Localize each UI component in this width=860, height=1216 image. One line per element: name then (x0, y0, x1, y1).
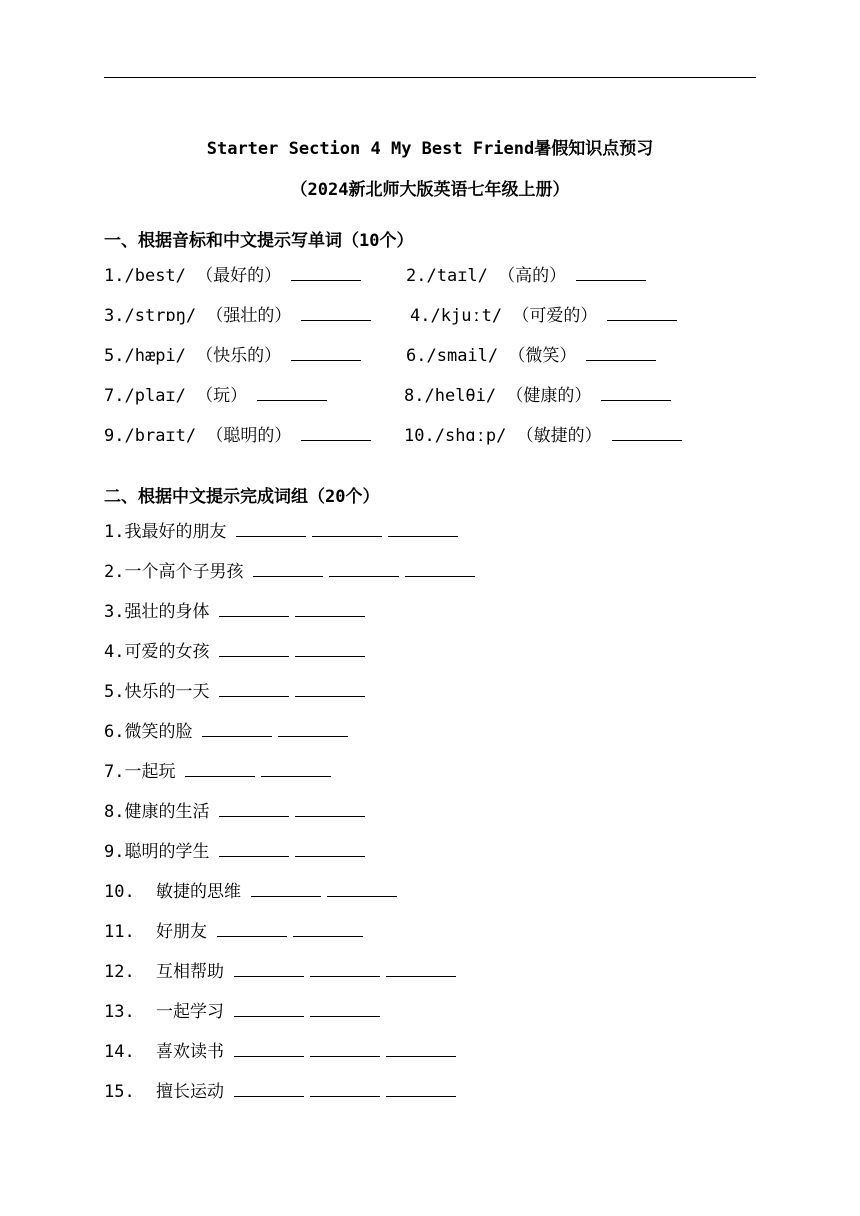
item-number: 13. (104, 1002, 135, 1022)
item-prompt: /strɒŋ/ （强壮的） (124, 306, 292, 326)
item-number: 2. (104, 562, 125, 582)
answer-blank[interactable] (219, 642, 289, 657)
answer-blank[interactable] (327, 882, 397, 897)
word-item (104, 306, 371, 326)
item-number: 15. (104, 1082, 135, 1102)
answer-blank[interactable] (253, 562, 323, 577)
header-rule (104, 77, 756, 78)
answer-blank[interactable] (586, 346, 656, 361)
phrase-item (104, 842, 365, 862)
answer-blank[interactable] (388, 522, 458, 537)
item-number: 2. (406, 266, 427, 286)
phrase-item (104, 882, 397, 902)
phrase-item (104, 1002, 380, 1022)
item-prompt: /smail/ （微笑） (426, 346, 577, 366)
answer-blank[interactable] (234, 1082, 304, 1097)
answer-blank[interactable] (607, 306, 677, 321)
phrase-item (104, 562, 475, 582)
answer-blank[interactable] (601, 386, 671, 401)
word-item (404, 386, 671, 406)
item-prompt: /taɪl/ （高的） (426, 266, 567, 286)
item-prompt: 好朋友 (156, 922, 207, 942)
item-prompt: 擅长运动 (156, 1082, 224, 1102)
answer-blank[interactable] (251, 882, 321, 897)
item-number: 7. (104, 762, 125, 782)
item-prompt: /braɪt/ （聪明的） (124, 426, 292, 446)
phrase-item (104, 722, 348, 742)
answer-blank[interactable] (310, 962, 380, 977)
item-number: 7. (104, 386, 125, 406)
answer-blank[interactable] (219, 842, 289, 857)
item-number: 9. (104, 426, 125, 446)
item-prompt: 一起玩 (124, 762, 176, 782)
word-item (406, 266, 646, 286)
answer-blank[interactable] (301, 426, 371, 441)
answer-blank[interactable] (261, 762, 331, 777)
answer-blank[interactable] (291, 346, 361, 361)
answer-blank[interactable] (257, 386, 327, 401)
answer-blank[interactable] (386, 1042, 456, 1057)
word-item (104, 346, 361, 366)
answer-blank[interactable] (293, 922, 363, 937)
item-number: 12. (104, 962, 135, 982)
item-number: 10. (104, 882, 135, 902)
item-number: 6. (104, 722, 125, 742)
item-prompt: 健康的生活 (124, 802, 210, 822)
answer-blank[interactable] (234, 1002, 304, 1017)
word-item (104, 386, 327, 406)
item-prompt: 微笑的脸 (124, 722, 193, 742)
item-number: 3. (104, 602, 125, 622)
phrase-item (104, 642, 365, 662)
answer-blank[interactable] (295, 682, 365, 697)
item-prompt: 一个高个子男孩 (124, 562, 244, 582)
answer-blank[interactable] (219, 682, 289, 697)
item-number: 8. (104, 802, 125, 822)
page-subtitle: （2024新北师大版英语七年级上册） (290, 180, 570, 200)
item-number: 6. (406, 346, 427, 366)
answer-blank[interactable] (295, 802, 365, 817)
item-prompt: 聪明的学生 (124, 842, 210, 862)
answer-blank[interactable] (576, 266, 646, 281)
answer-blank[interactable] (217, 922, 287, 937)
answer-blank[interactable] (310, 1042, 380, 1057)
item-prompt: /hæpi/ （快乐的） (124, 346, 282, 366)
phrase-item (104, 1082, 456, 1102)
section1-heading: 一、根据音标和中文提示写单词（10个） (104, 231, 414, 251)
item-number: 4. (104, 642, 125, 662)
word-item (104, 266, 361, 286)
item-number: 1. (104, 266, 125, 286)
word-item (104, 426, 371, 446)
item-prompt: /best/ （最好的） (124, 266, 282, 286)
answer-blank[interactable] (234, 1042, 304, 1057)
answer-blank[interactable] (329, 562, 399, 577)
answer-blank[interactable] (312, 522, 382, 537)
answer-blank[interactable] (310, 1002, 380, 1017)
item-prompt: 强壮的身体 (124, 602, 210, 622)
answer-blank[interactable] (310, 1082, 380, 1097)
item-number: 8. (404, 386, 425, 406)
phrase-item (104, 522, 458, 542)
phrase-item (104, 602, 365, 622)
item-number: 5. (104, 682, 125, 702)
item-number: 3. (104, 306, 125, 326)
phrase-item (104, 962, 456, 982)
section2-heading: 二、根据中文提示完成词组（20个） (104, 487, 380, 507)
item-number: 9. (104, 842, 125, 862)
phrase-item (104, 762, 331, 782)
item-number: 10. (404, 426, 435, 446)
item-number: 5. (104, 346, 125, 366)
item-prompt: /shɑːp/ （敏捷的） (434, 426, 602, 446)
item-number: 14. (104, 1042, 135, 1062)
item-prompt: /plaɪ/ （玩） (124, 386, 248, 406)
item-prompt: 可爱的女孩 (124, 642, 210, 662)
item-prompt: 喜欢读书 (156, 1042, 224, 1062)
item-prompt: 快乐的一天 (124, 682, 210, 702)
phrase-item (104, 1042, 456, 1062)
item-prompt: /kjuːt/ （可爱的） (430, 306, 598, 326)
phrase-item (104, 682, 365, 702)
answer-blank[interactable] (185, 762, 255, 777)
word-item (410, 306, 677, 326)
word-item (406, 346, 656, 366)
page-title: Starter Section 4 My Best Friend暑假知识点预习 (206, 139, 654, 159)
answer-blank[interactable] (234, 962, 304, 977)
answer-blank[interactable] (386, 962, 456, 977)
item-number: 4. (410, 306, 431, 326)
answer-blank[interactable] (278, 722, 348, 737)
item-prompt: /helθi/ （健康的） (424, 386, 592, 406)
answer-blank[interactable] (405, 562, 475, 577)
answer-blank[interactable] (295, 602, 365, 617)
item-prompt: 我最好的朋友 (124, 522, 227, 542)
item-prompt: 一起学习 (156, 1002, 224, 1022)
answer-blank[interactable] (219, 602, 289, 617)
answer-blank[interactable] (612, 426, 682, 441)
answer-blank[interactable] (295, 842, 365, 857)
answer-blank[interactable] (202, 722, 272, 737)
phrase-item (104, 922, 363, 942)
answer-blank[interactable] (236, 522, 306, 537)
answer-blank[interactable] (291, 266, 361, 281)
answer-blank[interactable] (301, 306, 371, 321)
item-prompt: 敏捷的思维 (156, 882, 241, 902)
item-number: 11. (104, 922, 135, 942)
answer-blank[interactable] (295, 642, 365, 657)
answer-blank[interactable] (386, 1082, 456, 1097)
word-item (404, 426, 682, 446)
phrase-item (104, 802, 365, 822)
item-prompt: 互相帮助 (156, 962, 224, 982)
item-number: 1. (104, 522, 125, 542)
answer-blank[interactable] (219, 802, 289, 817)
